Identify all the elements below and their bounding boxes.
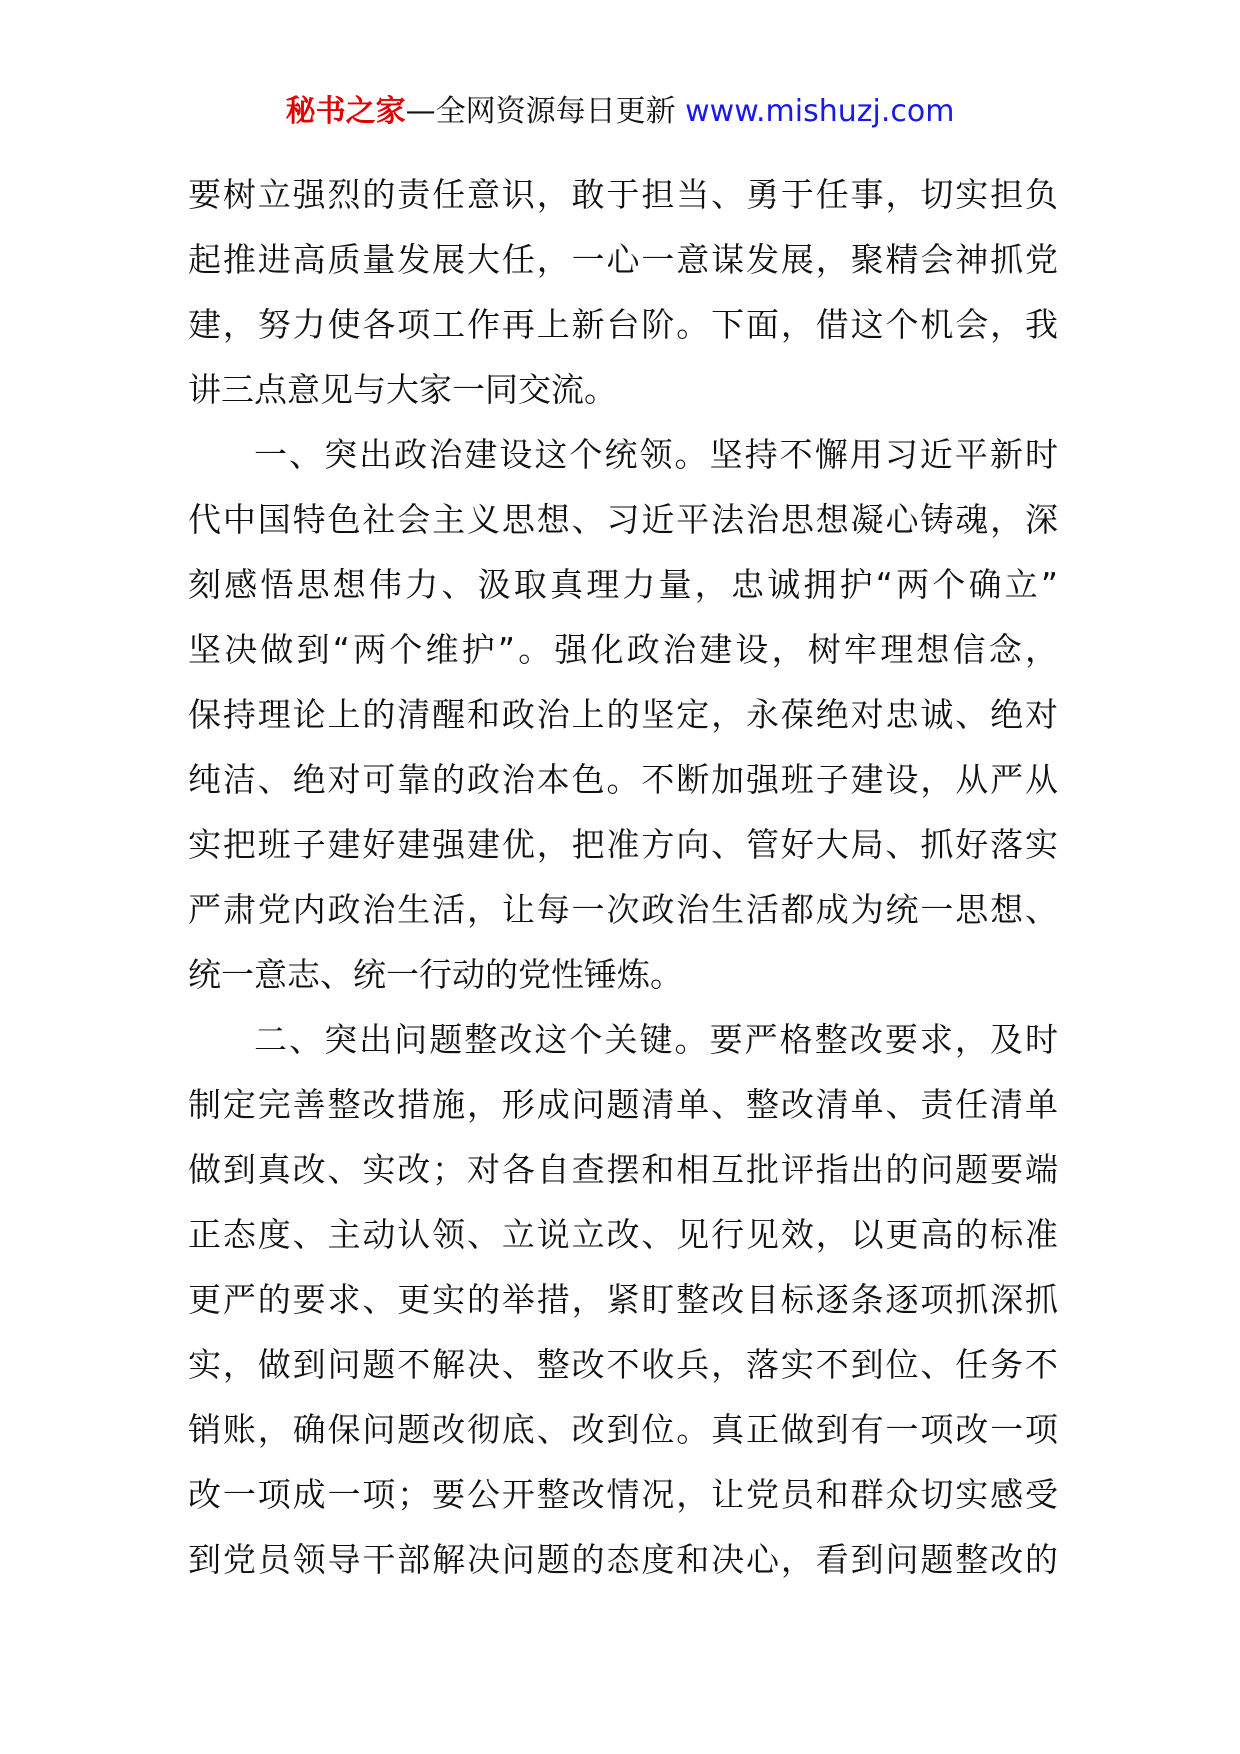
text-line: 刻感悟思想伟力、汲取真理力量，忠诚拥护“两个确立” [188,565,1058,604]
text-line: 销账，确保问题改彻底、改到位。真正做到有一项改一项 [188,1410,1058,1449]
site-header [0,92,1240,132]
text-line: 改一项成一项；要公开整改情况，让党员和群众切实感受 [188,1475,1058,1514]
text-line: 更严的要求、更实的举措，紧盯整改目标逐条逐项抓深抓 [188,1280,1058,1319]
text-line: 严肃党内政治生活，让每一次政治生活都成为统一思想、 [188,890,1058,929]
section-heading-line: 一、突出政治建设这个统领。坚持不懈用习近平新时 [254,435,1058,474]
document-body [188,162,1058,1592]
text-line: 纯洁、绝对可靠的政治本色。不断加强班子建设，从严从 [188,760,1058,799]
site-url-link[interactable]: www.mishuzj.com [685,94,955,129]
text-line: 起推进高质量发展大任，一心一意谋发展，聚精会神抓党 [188,240,1058,279]
section-heading-line: 二、突出问题整改这个关键。要严格整改要求，及时 [254,1020,1058,1059]
text-line: 实把班子建好建强建优，把准方向、管好大局、抓好落实 [188,825,1058,864]
text-line: 要树立强烈的责任意识，敢于担当、勇于任事，切实担负 [188,175,1058,214]
text-line: 制定完善整改措施，形成问题清单、整改清单、责任清单 [188,1085,1058,1124]
text-line: 正态度、主动认领、立说立改、见行见效，以更高的标准 [188,1215,1058,1254]
text-line: 到党员领导干部解决问题的态度和决心，看到问题整改的 [188,1540,1058,1579]
text-line: 实，做到问题不解决、整改不收兵，落实不到位、任务不 [188,1345,1058,1384]
text-line: 统一意志、统一行动的党性锤炼。 [188,955,683,994]
text-line: 做到真改、实改；对各自查摆和相互批评指出的问题要端 [188,1150,1058,1189]
text-line: 坚决做到“两个维护”。强化政治建设，树牢理想信念， [188,630,1058,669]
text-line: 建，努力使各项工作再上新台阶。下面，借这个机会，我 [188,305,1058,344]
text-line: 代中国特色社会主义思想、习近平法治思想凝心铸魂，深 [188,500,1058,539]
text-line: 讲三点意见与大家一同交流。 [188,370,617,409]
text-line: 保持理论上的清醒和政治上的坚定，永葆绝对忠诚、绝对 [188,695,1058,734]
site-brand: 秘书之家 [285,94,406,129]
site-tagline: —全网资源每日更新 [405,94,686,129]
